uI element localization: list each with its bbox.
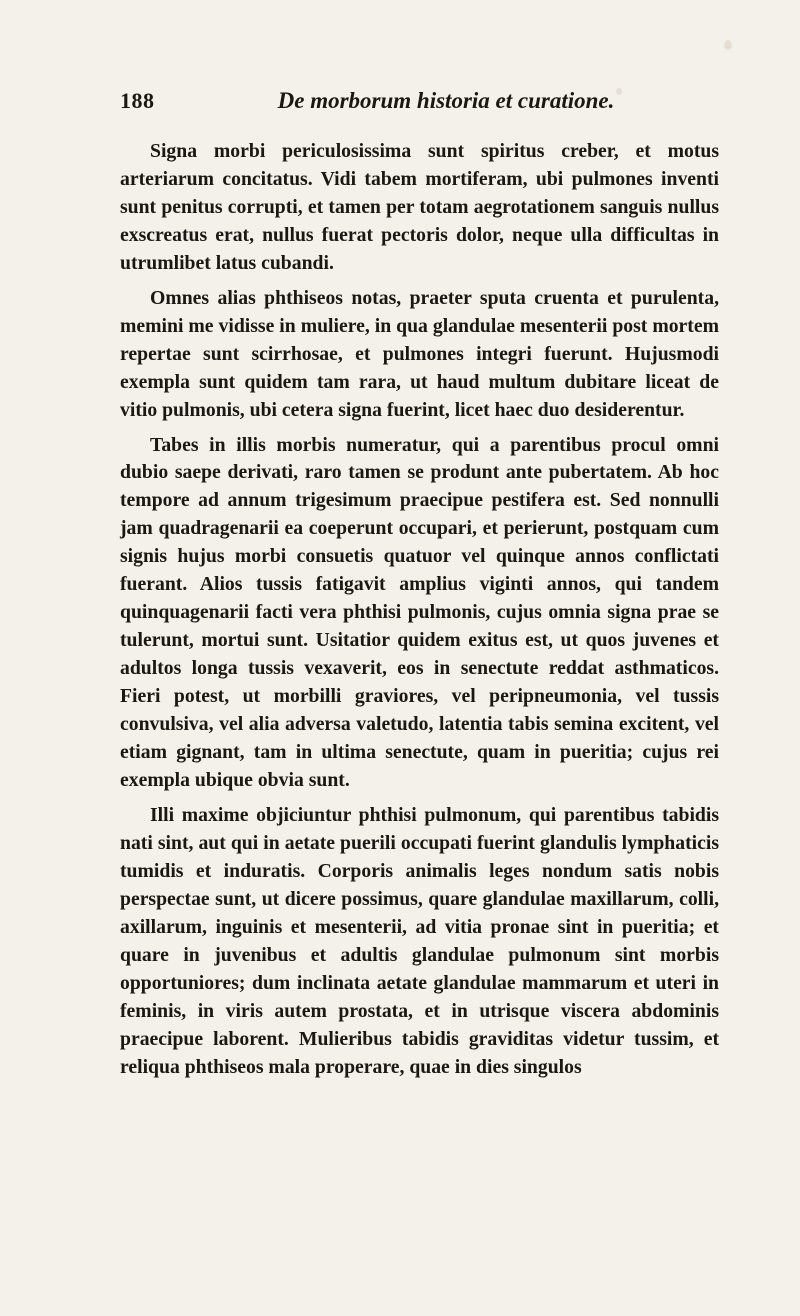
running-title: De morborum historia et curatione. [277, 88, 615, 113]
body-text [120, 138, 719, 1088]
paragraph-1: Signa morbi periculosissima sunt spiritus creber, et motus arteriarum concitatus. Vidi tabem mortiferam, ubi pulmones inventi sunt penitus corrupti, et tamen per totam aegrotationem sanguis nullus exscreatus erat, nullus fuerat pectoris dolor, neque ulla difficultas in utrumlibet latus cubandi. [120, 140, 719, 274]
paragraph-4: Illi maxime objiciuntur phthisi pulmonum, qui parentibus tabidis nati sint, aut qui in aetate puerili occupati fuerint glandulis lymphaticis tumidis et induratis. Corporis animalis leges nondum satis nobis perspectae sunt, ut dicere possimus, quare glandulae maxillarum, colli, axillarum, inguinis et mesenterii, ad vitia pronae sint in pueritia; et quare in juvenibus et adultis glandulae pulmonum sint morbis opportuniores; dum inclinata aetate glandulae mammarum et uteri in feminis, in viris autem prostata, et in utrisque viscera abdominis praecipue laborent. Mulieribus tabidis graviditas videtur tussim, et reliqua phthiseos mala properare, quae in dies singulos [120, 803, 719, 1078]
page-number: 188 [120, 88, 155, 113]
paper-stain [724, 40, 732, 50]
paragraph-2: Omnes alias phthiseos notas, praeter sputa cruenta et purulenta, memini me vidisse in muliere, in qua glandulae mesenterii post mortem repertae sunt scirrhosae, et pulmones integri fuerunt. Hujusmodi exempla sunt quidem tam rara, ut haud multum dubitare liceat de vitio pulmonis, ubi cetera signa fuerint, licet haec duo desiderentur. [120, 286, 719, 421]
page-header [120, 88, 720, 122]
paragraph-3: Tabes in illis morbis numeratur, qui a parentibus procul omni dubio saepe derivati, raro tamen se produnt ante pubertatem. Ab hoc tempore ad annum trigesimum praecipue pestifera est. Sed nonnulli jam quadragenarii ea coeperunt occupari, et perierunt, postquam cum signis hujus morbi consuetis quatuor vel quinque annos conflictati fuerant. Alios tussis fatigavit amplius viginti annos, qui tandem quinquagenarii facti vera phthisi pulmonis, cujus omnia signa prae se tulerunt, mortui sunt. Usitatior quidem exitus est, ut quos juvenes et adultos longa tussis vexaverit, eos in senectute reddat asthmaticos. Fieri potest, ut morbilli graviores, vel peripneumonia, vel tussis convulsiva, vel alia adversa valetudo, latentia tabis semina excitent, vel etiam gignant, tam in ultima senectute, quam in pueritia; cujus rei exempla ubique obvia sunt. [120, 433, 719, 791]
